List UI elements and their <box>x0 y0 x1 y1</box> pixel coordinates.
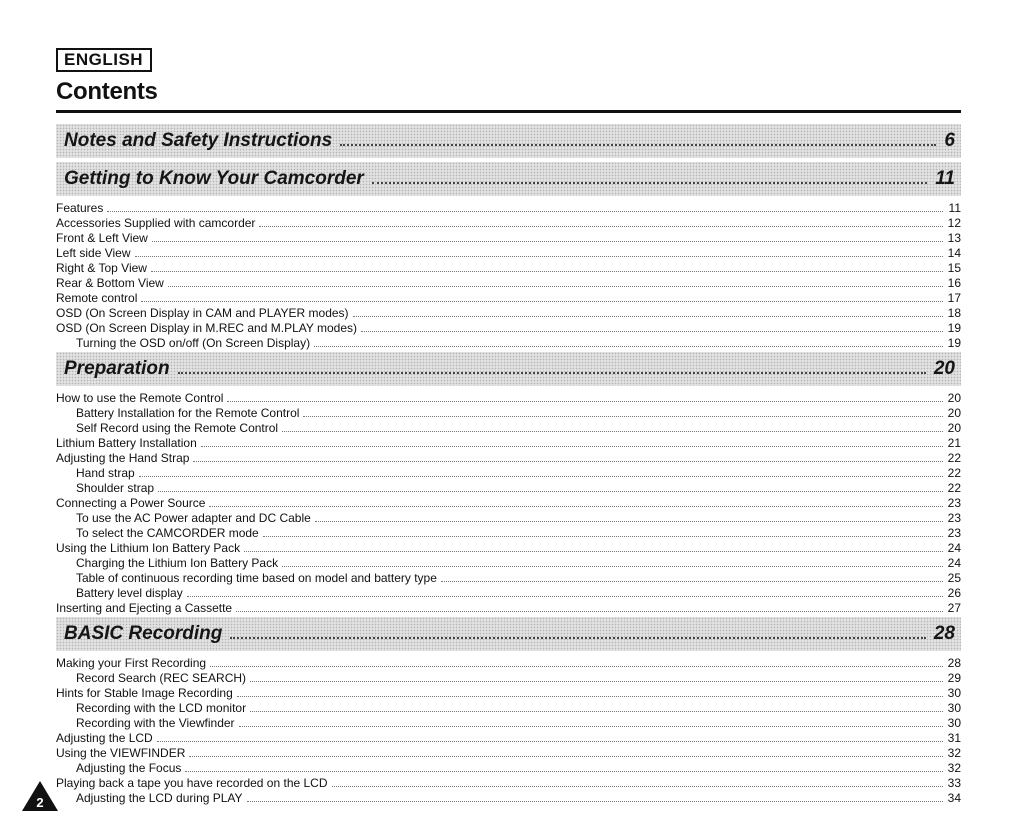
entry-page: 32 <box>947 761 961 775</box>
toc-entry[interactable] <box>56 390 961 405</box>
entry-title: Battery level display <box>76 586 183 600</box>
dot-leader <box>315 521 943 522</box>
dot-leader <box>157 741 943 742</box>
entry-title: Adjusting the Focus <box>76 761 182 775</box>
dot-leader <box>441 581 943 582</box>
dot-leader <box>263 536 943 537</box>
entry-title: Making your First Recording <box>56 656 207 670</box>
entry-page: 19 <box>947 336 961 350</box>
entry-title: How to use the Remote Control <box>56 391 224 405</box>
entry-page: 17 <box>947 291 961 305</box>
dot-leader <box>168 286 943 287</box>
section-header[interactable] <box>56 124 961 158</box>
entry-title: Right & Top View <box>56 261 147 275</box>
section-page: 6 <box>944 130 955 151</box>
dot-leader <box>340 144 936 146</box>
entry-page: 18 <box>947 306 961 320</box>
entry-title: Recording with the LCD monitor <box>76 701 247 715</box>
entry-title: Playing back a tape you have recorded on the LCD <box>56 776 328 790</box>
toc-entry[interactable] <box>56 745 961 760</box>
dot-leader <box>151 271 943 272</box>
toc-subentry[interactable] <box>56 715 961 730</box>
entry-title: To use the AC Power adapter and DC Cable <box>76 511 311 525</box>
entry-page: 33 <box>947 776 961 790</box>
entry-title: Lithium Battery Installation <box>56 436 197 450</box>
toc-entry[interactable] <box>56 730 961 745</box>
entry-page: 20 <box>947 391 961 405</box>
language-label: ENGLISH <box>56 48 152 72</box>
entry-title: Shoulder strap <box>76 481 155 495</box>
toc-entry[interactable] <box>56 320 961 335</box>
entry-page: 23 <box>947 496 961 510</box>
dot-leader <box>152 241 943 242</box>
entry-title: Adjusting the Hand Strap <box>56 451 190 465</box>
dot-leader <box>209 506 943 507</box>
toc-subentry[interactable] <box>56 570 961 585</box>
dot-leader <box>107 211 943 212</box>
entry-page: 23 <box>947 511 961 525</box>
title-rule <box>56 110 961 113</box>
section-page: 11 <box>935 168 955 189</box>
section-title: Getting to Know Your Camcorder <box>64 168 364 189</box>
entry-title: Remote control <box>56 291 138 305</box>
entry-page: 13 <box>947 231 961 245</box>
entry-page: 24 <box>947 541 961 555</box>
entry-page: 11 <box>948 201 961 215</box>
entry-title: Adjusting the LCD <box>56 731 153 745</box>
entry-page: 23 <box>947 526 961 540</box>
dot-leader <box>178 372 926 374</box>
entry-page: 20 <box>947 406 961 420</box>
entry-page: 25 <box>947 571 961 585</box>
entry-page: 26 <box>947 586 961 600</box>
entry-title: Adjusting the LCD during PLAY <box>76 791 243 805</box>
entry-title: Front & Left View <box>56 231 148 245</box>
dot-leader <box>210 666 943 667</box>
toc-entry[interactable] <box>56 450 961 465</box>
dot-leader <box>201 446 943 447</box>
entry-title: Hand strap <box>76 466 135 480</box>
section-title: Notes and Safety Instructions <box>64 130 333 151</box>
toc-subentry[interactable] <box>56 335 961 350</box>
dot-leader <box>187 596 943 597</box>
toc-subentry[interactable] <box>56 525 961 540</box>
entry-page: 27 <box>947 601 961 615</box>
entry-page: 15 <box>947 261 961 275</box>
dot-leader <box>250 681 943 682</box>
page-number: 2 <box>36 795 44 810</box>
dot-leader <box>282 431 943 432</box>
dot-leader <box>282 566 943 567</box>
dot-leader <box>244 551 943 552</box>
entry-title: Table of continuous recording time based on model and battery type <box>76 571 437 585</box>
toc-entry[interactable] <box>56 775 961 790</box>
section-title: BASIC Recording <box>64 623 223 644</box>
entry-title: Record Search (REC SEARCH) <box>76 671 247 685</box>
dot-leader <box>247 801 943 802</box>
toc-entry[interactable] <box>56 200 961 215</box>
dot-leader <box>361 331 943 332</box>
entry-title: Charging the Lithium Ion Battery Pack <box>76 556 279 570</box>
entry-title: Using the VIEWFINDER <box>56 746 186 760</box>
entry-page: 34 <box>947 791 961 805</box>
toc-subentry[interactable] <box>56 585 961 600</box>
toc-subentry[interactable] <box>56 555 961 570</box>
toc-entry[interactable] <box>56 275 961 290</box>
entry-page: 31 <box>947 731 961 745</box>
toc-entry[interactable] <box>56 290 961 305</box>
dot-leader <box>372 182 927 184</box>
toc-subentry[interactable] <box>56 760 961 775</box>
entry-page: 28 <box>947 656 961 670</box>
dot-leader <box>139 476 943 477</box>
entry-page: 29 <box>947 671 961 685</box>
entry-page: 30 <box>947 716 961 730</box>
toc-entry[interactable] <box>56 305 961 320</box>
section-page: 20 <box>933 358 955 379</box>
toc-subentry[interactable] <box>56 420 961 435</box>
entry-page: 24 <box>947 556 961 570</box>
toc-entry[interactable] <box>56 245 961 260</box>
dot-leader <box>239 726 943 727</box>
dot-leader <box>314 346 943 347</box>
toc-entry[interactable] <box>56 495 961 510</box>
toc-entry[interactable] <box>56 435 961 450</box>
entry-title: Rear & Bottom View <box>56 276 164 290</box>
entry-title: OSD (On Screen Display in M.REC and M.PLAY modes) <box>56 321 357 335</box>
entry-page: 22 <box>947 481 961 495</box>
toc-subentry[interactable] <box>56 465 961 480</box>
entry-page: 16 <box>947 276 961 290</box>
entry-title: Turning the OSD on/off (On Screen Display) <box>76 336 311 350</box>
dot-leader <box>135 256 944 257</box>
entry-page: 22 <box>947 466 961 480</box>
entry-page: 22 <box>947 451 961 465</box>
toc-subentry[interactable] <box>56 790 961 805</box>
toc-entry[interactable] <box>56 540 961 555</box>
toc-subentry[interactable] <box>56 510 961 525</box>
section-page: 28 <box>933 623 955 644</box>
dot-leader <box>227 401 943 402</box>
entry-page: 19 <box>947 321 961 335</box>
dot-leader <box>189 756 943 757</box>
entry-title: Hints for Stable Image Recording <box>56 686 233 700</box>
entry-title: Recording with the Viewfinder <box>76 716 235 730</box>
entry-title: OSD (On Screen Display in CAM and PLAYER modes) <box>56 306 349 320</box>
dot-leader <box>332 786 943 787</box>
dot-leader <box>230 637 926 639</box>
entry-page: 20 <box>947 421 961 435</box>
dot-leader <box>250 711 943 712</box>
entry-page: 30 <box>947 686 961 700</box>
entry-title: Features <box>56 201 104 215</box>
dot-leader <box>158 491 943 492</box>
toc-entry[interactable] <box>56 655 961 670</box>
dot-leader <box>303 416 943 417</box>
toc-subentry[interactable] <box>56 480 961 495</box>
entry-page: 21 <box>947 436 961 450</box>
dot-leader <box>353 316 943 317</box>
entry-title: Using the Lithium Ion Battery Pack <box>56 541 241 555</box>
dot-leader <box>259 226 943 227</box>
entry-page: 14 <box>947 246 961 260</box>
entry-title: Accessories Supplied with camcorder <box>56 216 256 230</box>
toc-entry[interactable] <box>56 260 961 275</box>
entry-title: To select the CAMCORDER mode <box>76 526 259 540</box>
section-header[interactable] <box>56 352 961 386</box>
entry-title: Self Record using the Remote Control <box>76 421 279 435</box>
entry-page: 32 <box>947 746 961 760</box>
entry-title: Battery Installation for the Remote Control <box>76 406 300 420</box>
entry-title: Connecting a Power Source <box>56 496 206 510</box>
dot-leader <box>141 301 943 302</box>
section-title: Preparation <box>64 358 170 379</box>
toc-subentry[interactable] <box>56 700 961 715</box>
dot-leader <box>193 461 943 462</box>
section-header[interactable] <box>56 617 961 651</box>
dot-leader <box>185 771 943 772</box>
toc-entry[interactable] <box>56 600 961 615</box>
entry-page: 30 <box>947 701 961 715</box>
page-title: Contents <box>56 78 158 105</box>
dot-leader <box>236 611 943 612</box>
section-header[interactable] <box>56 162 961 196</box>
dot-leader <box>237 696 943 697</box>
table-of-contents <box>56 122 961 805</box>
toc-entry[interactable] <box>56 685 961 700</box>
entry-title: Left side View <box>56 246 131 260</box>
toc-subentry[interactable] <box>56 670 961 685</box>
entry-page: 12 <box>947 216 961 230</box>
entry-title: Inserting and Ejecting a Cassette <box>56 601 233 615</box>
toc-subentry[interactable] <box>56 405 961 420</box>
toc-entry[interactable] <box>56 230 961 245</box>
toc-entry[interactable] <box>56 215 961 230</box>
